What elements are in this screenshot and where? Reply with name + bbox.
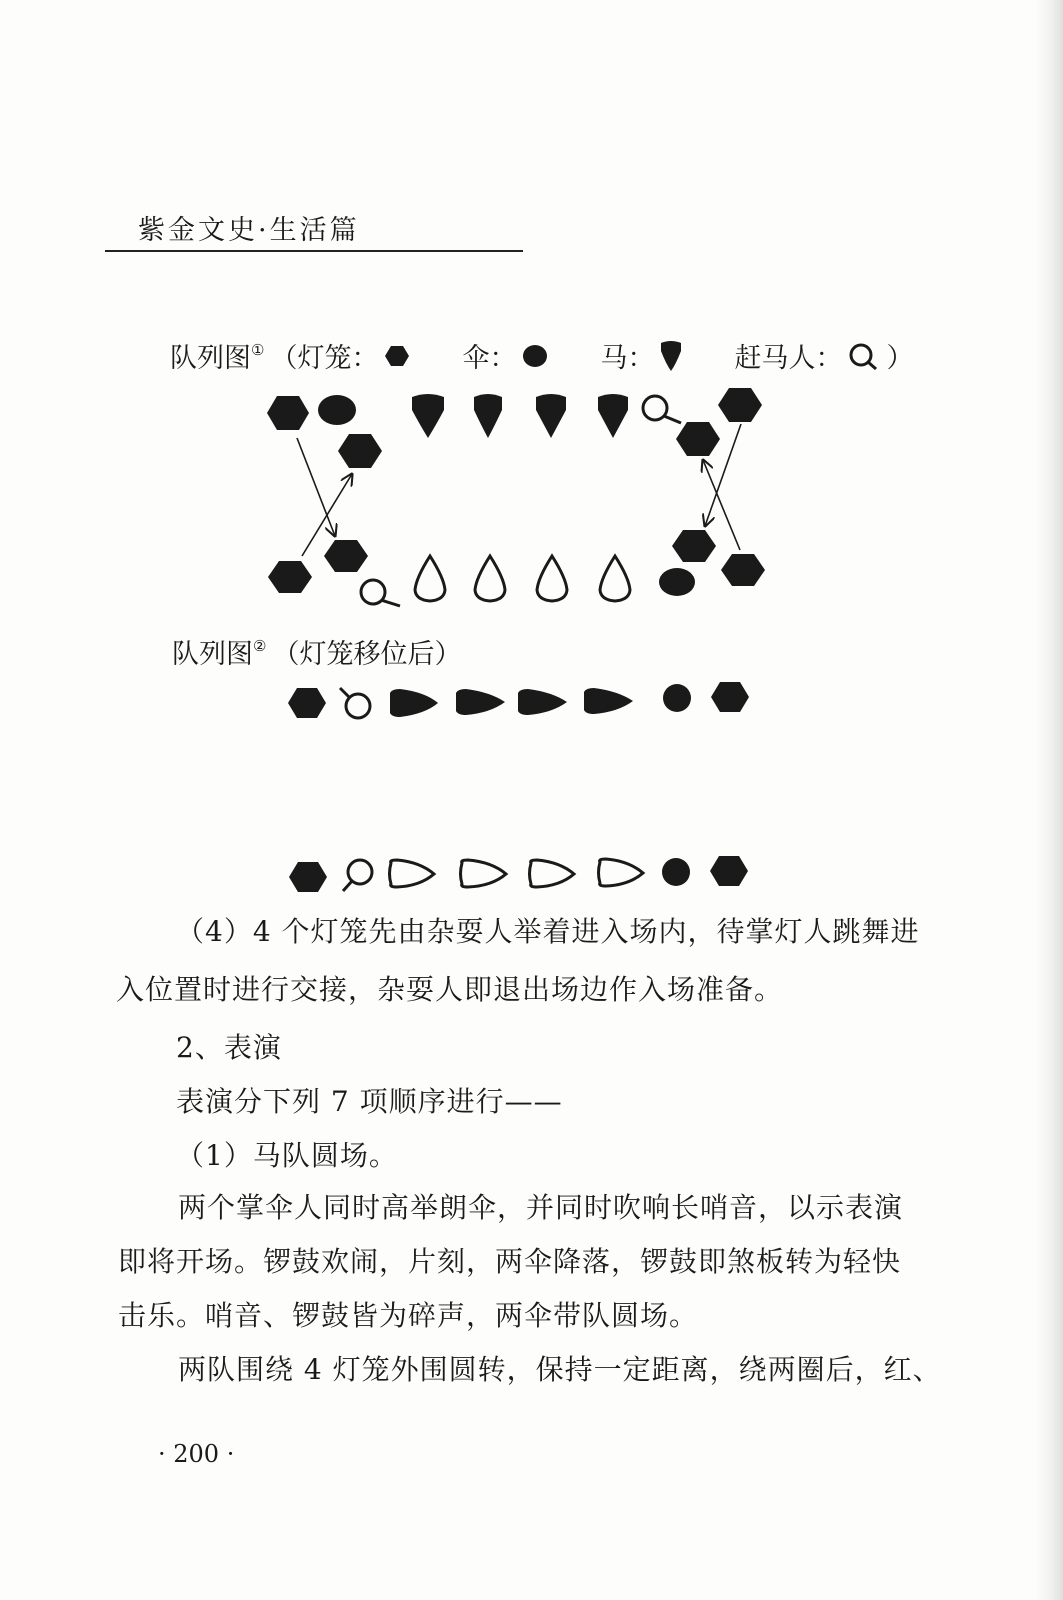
- paragraph-line: 击乐。哨音、锣鼓皆为碎声，两伞带队圆场。: [118, 1299, 699, 1332]
- legend-lantern-label: 灯笼：: [297, 343, 379, 374]
- umbrella-marker: [663, 684, 691, 712]
- figure2-label: 队列图: [172, 639, 253, 670]
- legend-open-paren: （: [270, 343, 298, 374]
- horse-marker: [518, 689, 567, 715]
- horse-outline-marker: [390, 860, 435, 887]
- figure1-label: 队列图: [170, 343, 251, 374]
- lantern-marker: [710, 856, 748, 886]
- horse-driver-marker: [340, 688, 370, 718]
- paragraph-line: 表演分下列 7 项顺序进行——: [176, 1085, 563, 1118]
- lantern-marker: [289, 862, 327, 892]
- umbrella-marker: [662, 858, 690, 886]
- lantern-marker: [288, 688, 326, 718]
- paragraph-line: 入位置时进行交接，杂耍人即退出场边作入场准备。: [116, 973, 784, 1006]
- horse-outline-marker: [599, 859, 644, 886]
- horse-marker: [390, 689, 438, 717]
- horse-outline-marker: [461, 860, 507, 887]
- paragraph-line: 两个掌伞人同时高举朗伞，并同时吹响长哨音，以示表演: [178, 1191, 904, 1224]
- running-head: 紫金文史·生活篇: [138, 215, 360, 246]
- horse-driver-marker: [343, 860, 372, 891]
- legend-horse-label: 马：: [600, 343, 655, 374]
- lantern-marker: [711, 682, 749, 712]
- figure2-note: ②: [253, 637, 267, 655]
- legend-close-paren: ）: [886, 343, 914, 374]
- legend-horse-driver-label: 赶马人：: [734, 343, 843, 374]
- list-item-heading: （1）马队圆场。: [176, 1139, 398, 1172]
- figure2-caption-text: （灯笼移位后）: [272, 639, 462, 670]
- paragraph-line: （4）4 个灯笼先由杂耍人举着进入场内，待掌灯人跳舞进: [176, 915, 920, 948]
- horse-marker: [584, 688, 633, 714]
- legend-umbrella-label: 伞：: [462, 343, 517, 374]
- page-number: · 200 ·: [158, 1440, 235, 1468]
- horse-outline-marker: [530, 860, 575, 887]
- paragraph-line: 两队围绕 4 灯笼外围圆转，保持一定距离，绕两圈后，红、: [178, 1353, 942, 1386]
- horse-marker: [456, 689, 505, 715]
- section-heading: 2、表演: [176, 1031, 282, 1064]
- figure1-note: ①: [251, 341, 265, 359]
- paragraph-line: 即将开场。锣鼓欢闹，片刻，两伞降落，锣鼓即煞板转为轻快: [118, 1245, 902, 1278]
